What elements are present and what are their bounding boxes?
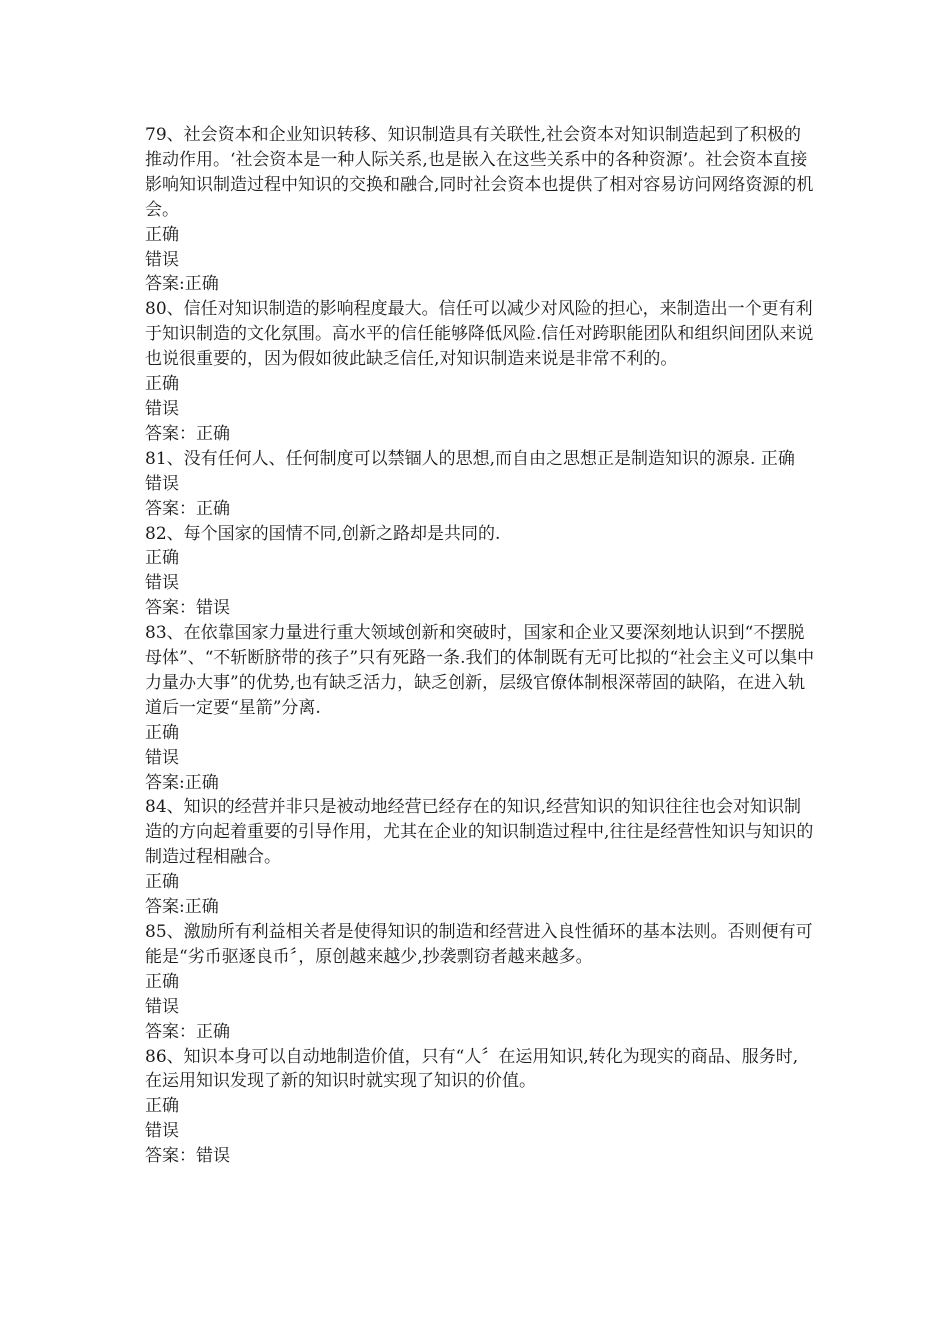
question-86-text: 86、知识本身可以自动地制造价值，只有“人〞在运用知识,转化为现实的商品、服务时,在运用知识发现了新的知识时就实现了知识的价值。 xyxy=(145,1046,799,1092)
question-80-option-wrong: 错误 xyxy=(145,398,179,419)
question-85-option-wrong: 错误 xyxy=(145,996,179,1017)
question-86-option-correct: 正确 xyxy=(145,1096,179,1117)
question-82-option-wrong: 错误 xyxy=(145,573,179,594)
question-82-option-correct: 正确 xyxy=(145,548,179,569)
question-86-answer: 答案：错误 xyxy=(145,1146,230,1167)
question-84-text: 84、知识的经营并非只是被动地经营已经存在的知识,经营知识的知识往往也会对知识制造的方向起着重要的引导作用，尤其在企业的知识制造过程中,往往是经营性知识与知识的制造过程相融合。 xyxy=(145,797,814,868)
question-83-text: 83、在依靠国家力量进行重大领域创新和突破时，国家和企业又要深刻地认识到“不摆脱母体”、“不斩断脐带的孩子”只有死路一条.我们的体制既有无可比拟的“社会主义可以集中力量办大事”的优势,也有缺乏活力，缺乏创新，层级官僚体制根深蒂固的缺陷，在进入轨道后一定要“星箭”分离. xyxy=(145,623,815,718)
question-80-answer: 答案：正确 xyxy=(145,423,230,444)
question-83-option-wrong: 错误 xyxy=(145,747,179,768)
question-79-option-wrong: 错误 xyxy=(145,249,179,270)
question-79-answer: 答案:正确 xyxy=(145,274,219,295)
question-84-option-correct: 正确 xyxy=(145,872,179,893)
question-85-text: 85、激励所有利益相关者是使得知识的制造和经营进入良性循环的基本法则。否则便有可能是“劣币驱逐良币〞，原创越来越少,抄袭剽窃者越来越多。 xyxy=(145,922,813,967)
question-83-answer: 答案:正确 xyxy=(145,772,219,793)
question-79-text: 79、社会资本和企业知识转移、知识制造具有关联性,社会资本对知识制造起到了积极的推动作用。‘社会资本是一种人际关系,也是嵌入在这些关系中的各种资源’。社会资本直接影响知识制造过程中知识的交换和融合,同时社会资本也提供了相对容易访问网络资源的机会。 xyxy=(145,125,814,220)
question-80-option-correct: 正确 xyxy=(145,374,179,395)
question-81-answer: 答案：正确 xyxy=(145,498,230,519)
question-82-answer: 答案：错误 xyxy=(145,598,230,619)
question-85-answer: 答案：正确 xyxy=(145,1021,230,1042)
question-83-option-correct: 正确 xyxy=(145,722,179,743)
question-81-text: 81、没有任何人、任何制度可以禁锢人的思想,而自由之思想正是制造知识的源泉. 正确 xyxy=(145,448,795,469)
question-85-option-correct: 正确 xyxy=(145,971,179,992)
question-79-option-correct: 正确 xyxy=(145,224,179,245)
document-page xyxy=(145,123,815,1169)
question-82-text: 82、每个国家的国情不同,创新之路却是共同的. xyxy=(145,523,501,544)
question-86-option-wrong: 错误 xyxy=(145,1121,179,1142)
question-84-answer: 答案:正确 xyxy=(145,897,219,918)
question-81-option-wrong: 错误 xyxy=(145,473,179,494)
question-80-text: 80、信任对知识制造的影响程度最大。信任可以减少对风险的担心，来制造出一个更有利于知识制造的文化氛围。高水平的信任能够降低风险.信任对跨职能团队和组织间团队来说也说很重要的，因为假如彼此缺乏信任,对知识制造来说是非常不利的。 xyxy=(145,299,814,370)
